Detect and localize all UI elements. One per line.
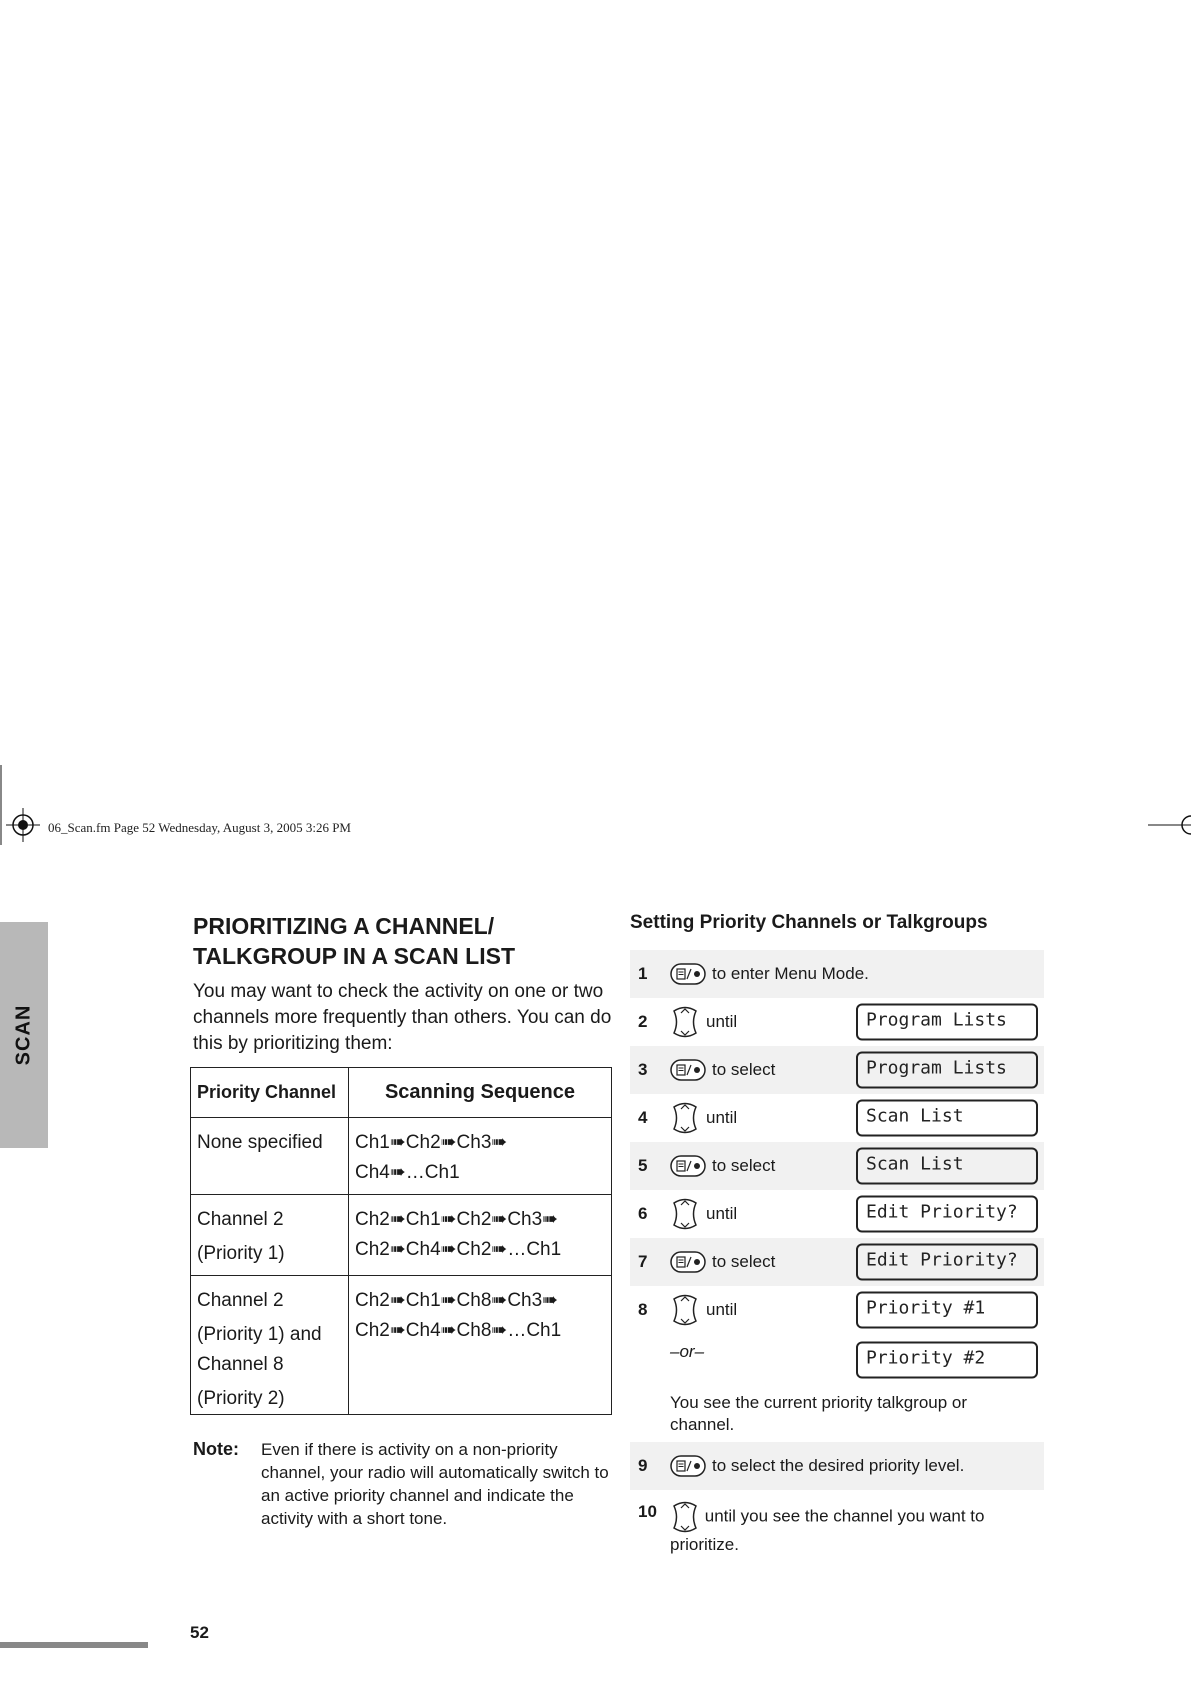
step-action: [670, 1101, 737, 1135]
table-row: [191, 1118, 612, 1195]
step-row: [630, 998, 1044, 1046]
menu-select-icon: [670, 1251, 706, 1273]
step-number: 6: [638, 1204, 648, 1223]
rocker-icon: [670, 1101, 700, 1135]
step-text: to select: [712, 1156, 776, 1175]
step-row: [630, 1238, 1044, 1286]
step-row: [630, 1490, 1044, 1554]
title-line-2: TALKGROUP IN A SCAN LIST: [193, 943, 515, 969]
priority-table: [190, 1067, 612, 1415]
step-action: [670, 1059, 775, 1081]
menu-select-icon: [670, 1059, 706, 1081]
step-action: [670, 1490, 1020, 1556]
step-text: until: [706, 1300, 738, 1319]
step-action: [670, 963, 869, 985]
step-row: [630, 1286, 1044, 1334]
table-header-priority: Priority Channel: [191, 1068, 349, 1118]
radio-display: Scan List: [856, 1148, 1038, 1185]
table-header-sequence: Scanning Sequence: [349, 1068, 612, 1118]
step-or-row: [630, 1334, 1044, 1386]
rocker-icon: [670, 1197, 700, 1231]
section-title: Setting Priority Channels or Talkgroups: [630, 912, 988, 933]
step-text: until: [706, 1108, 738, 1127]
radio-display: Priority #1: [856, 1292, 1038, 1329]
step-action: [670, 1005, 737, 1039]
file-info-header: 06_Scan.fm Page 52 Wednesday, August 3, 2005 3:26 PM: [48, 820, 351, 835]
registration-mark-right-icon: [1148, 808, 1191, 842]
radio-display: Priority #2: [856, 1342, 1038, 1379]
rocker-icon: [670, 1293, 700, 1327]
section-side-tab: [0, 922, 48, 1148]
priority-text: (Priority 1): [197, 1243, 285, 1264]
step-action: [670, 1155, 775, 1177]
step-row: [630, 1190, 1044, 1238]
radio-display: Edit Priority?: [856, 1244, 1038, 1281]
priority-cell: [191, 1276, 349, 1415]
step-action: [670, 1293, 737, 1327]
page-number: 52: [190, 1623, 209, 1642]
step-number: 10: [638, 1502, 657, 1521]
priority-cell: [191, 1195, 349, 1276]
step-number: 9: [638, 1456, 648, 1475]
registration-mark-icon: [6, 808, 40, 842]
step-row: [630, 1046, 1044, 1094]
side-tab-label: SCAN: [12, 1004, 35, 1066]
footer-bar: [0, 1642, 148, 1648]
note-label: Note:: [193, 1439, 239, 1459]
priority-text: Channel 2: [197, 1209, 284, 1230]
radio-display: Scan List: [856, 1100, 1038, 1137]
sequence-cell: [349, 1118, 612, 1195]
sequence-text: Ch1➠Ch2➠Ch3➠: [355, 1132, 508, 1153]
note-block: [193, 1438, 613, 1530]
step-number: 1: [638, 964, 648, 983]
radio-display: Program Lists: [856, 1052, 1038, 1089]
step-text: to select the desired priority level.: [712, 1456, 965, 1475]
step-text: until you see the channel you want to prioritize.: [670, 1506, 985, 1554]
radio-display: Program Lists: [856, 1004, 1038, 1041]
page-title: [193, 911, 593, 971]
table-row: [191, 1195, 612, 1276]
step-text: until: [706, 1012, 738, 1031]
step-action: [670, 1251, 775, 1273]
step-number: 5: [638, 1156, 648, 1175]
radio-display: Edit Priority?: [856, 1196, 1038, 1233]
sequence-text: Ch4➠…Ch1: [355, 1162, 460, 1183]
step-number: 2: [638, 1012, 648, 1031]
step-number: 7: [638, 1252, 648, 1271]
step-row: [630, 1094, 1044, 1142]
step-text: to enter Menu Mode.: [712, 964, 869, 983]
or-text: –or–: [670, 1342, 705, 1361]
intro-paragraph: You may want to check the activity on one or two channels more frequently than others. You can do this by prioritizing them:: [193, 981, 612, 1054]
step-number: 4: [638, 1108, 648, 1127]
step-row: [630, 950, 1044, 998]
step-text: to select: [712, 1060, 776, 1079]
rocker-icon: [670, 1500, 700, 1534]
title-line-1: PRIORITIZING A CHANNEL/: [193, 913, 495, 939]
priority-text: (Priority 2): [197, 1388, 285, 1409]
step-row: [630, 1142, 1044, 1190]
sequence-text: Ch2➠Ch1➠Ch8➠Ch3➠: [355, 1290, 559, 1311]
sequence-cell: [349, 1276, 612, 1415]
rocker-icon: [670, 1005, 700, 1039]
menu-select-icon: [670, 1455, 706, 1477]
menu-select-icon: [670, 1155, 706, 1177]
sequence-cell: [349, 1195, 612, 1276]
sequence-text: Ch2➠Ch4➠Ch2➠…Ch1: [355, 1239, 562, 1260]
step-action: [670, 1197, 737, 1231]
see-text: You see the current priority talkgroup or channel.: [670, 1393, 968, 1434]
menu-select-icon: [670, 963, 706, 985]
step-text: until: [706, 1204, 738, 1223]
step-action: [670, 1455, 964, 1477]
crop-line-icon: [0, 765, 2, 845]
step-number: 3: [638, 1060, 648, 1079]
priority-text: Channel 2: [197, 1290, 284, 1311]
step-number: 8: [638, 1300, 648, 1319]
steps-list: [630, 950, 1044, 1554]
sequence-text: Ch2➠Ch1➠Ch2➠Ch3➠: [355, 1209, 559, 1230]
table-row: [191, 1276, 612, 1415]
sequence-text: Ch2➠Ch4➠Ch8➠…Ch1: [355, 1320, 562, 1341]
priority-text: None specified: [197, 1132, 323, 1153]
priority-cell: [191, 1118, 349, 1195]
step-text: to select: [712, 1252, 776, 1271]
step-row: [630, 1442, 1044, 1490]
priority-text: (Priority 1) and Channel 8: [197, 1324, 322, 1375]
note-text: Even if there is activity on a non-priority channel, your radio will automatically switch to an active priority channel and indicate the activity with a short tone.: [261, 1440, 609, 1528]
